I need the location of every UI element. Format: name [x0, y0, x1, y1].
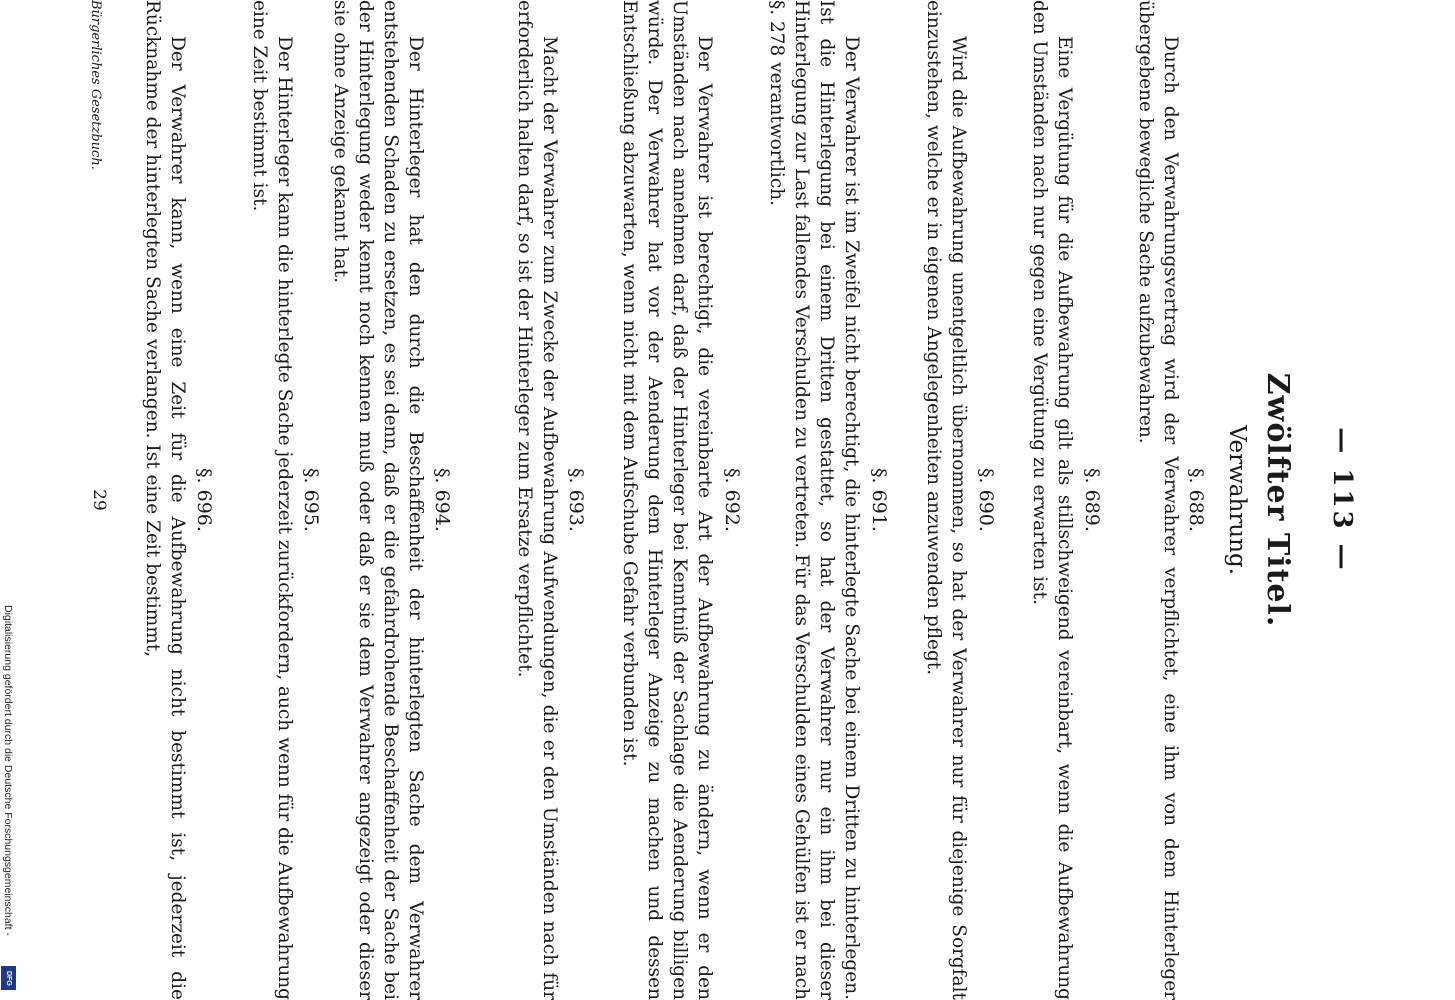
section-paragraph: Der Hinterleger hat den durch die Beschaffenheit der hinterlegten Sache dem Verwahrer entstehenden Schaden zu ersetzen, es sei denn, daß er die gefahrdrohende Beschaffenheit der Sache bei der Hinterlegung weder kennt noch kennen muß oder daß er sie dem Verwahrer angezeigt oder dieser sie ohne Anzeige gekannt hat. [330, 0, 426, 1000]
section-number: §. 694. [431, 468, 453, 532]
section-number: §. 696. [193, 468, 215, 532]
chapter-title: Zwölfter Titel. [1260, 372, 1295, 628]
section-paragraph: Der Hinterleger kann die hinterlegte Sache jederzeit zurückfordern, auch wenn für die Aufbewahrung eine Zeit bestimmt ist. [249, 0, 295, 1000]
footer-book-title: Bürgerliches Gesetzbuch. [88, 0, 103, 170]
section-number: §. 689. [1081, 468, 1103, 532]
section-paragraph: Eine Vergütung für die Aufbewahrung gilt als stillschweigend vereinbart, wenn die Aufbewahrung den Umständen nach nur gegen eine Vergütung zu erwarten ist. [1029, 0, 1075, 1000]
chapter-subtitle: Verwahrung. [1224, 425, 1250, 575]
page-number: — 113 — [1327, 427, 1357, 573]
section-number: §. 688. [1185, 468, 1207, 532]
funding-note: Digitalisierung gefördert durch die Deutsche Forschungsgemeinschaft - [2, 605, 14, 936]
section-number: §. 693. [565, 468, 587, 532]
section-number: §. 691. [868, 468, 890, 532]
section-paragraph: Macht der Verwahrer zum Zwecke der Aufbewahrung Aufwendungen, die er den Umständen nach für erforderlich halten darf, so ist der Hinterleger zum Ersatze verpflichtet. [514, 0, 560, 1000]
section-paragraph: Wird die Aufbewahrung unentgeltlich übernommen, so hat der Verwahrer nur für diejenige Sorgfalt einzustehen, welche er in eigenen Angelegenheiten anzuwenden pflegt. [923, 0, 969, 1000]
section-paragraph: Durch den Verwahrungsvertrag wird der Verwahrer verpflichtet, eine ihm von dem Hinterleger übergebene bewegliche Sache aufzubewahren. [1135, 0, 1181, 1000]
section-number: §. 690. [975, 468, 997, 532]
section-number: §. 695. [300, 468, 322, 532]
footer-signature-number: 29 [89, 489, 109, 511]
side-attribution [0, 0, 22, 1000]
section-paragraph: Der Verwahrer kann, wenn eine Zeit für die Aufbewahrung nicht bestimmt ist, jederzeit die Rücknahme der hinterlegten Sache verlangen. Ist eine Zeit bestimmt, [142, 0, 188, 1000]
section-number: §. 692. [721, 468, 743, 532]
section-paragraph: Der Verwahrer ist im Zweifel nicht berechtigt, die hinterlegte Sache bei einem Dritten zu hinterlegen. Ist die Hinterlegung bei einem Dritten gestattet, so hat der Verwahrer nur ein ihm bei dieser Hinterlegung zur Last fallendes Verschulden zu vertreten. Für das Verschulden eines Gehülfen ist er nach §. 278 verantwortlich. [766, 0, 862, 1000]
section-paragraph: Der Verwahrer ist berechtigt, die vereinbarte Art der Aufbewahrung zu ändern, wenn er den Umständen nach annehmen darf, daß der Hinterleger bei Kenntniß der Sachlage die Aenderung billigen würde. Der Verwahrer hat vor der Aenderung dem Hinterleger Anzeige zu machen und dessen Entschließung abzuwarten, wenn nicht mit dem Aufschube Gefahr verbunden ist. [619, 0, 715, 1000]
dfg-logo: DFG [1, 966, 16, 990]
